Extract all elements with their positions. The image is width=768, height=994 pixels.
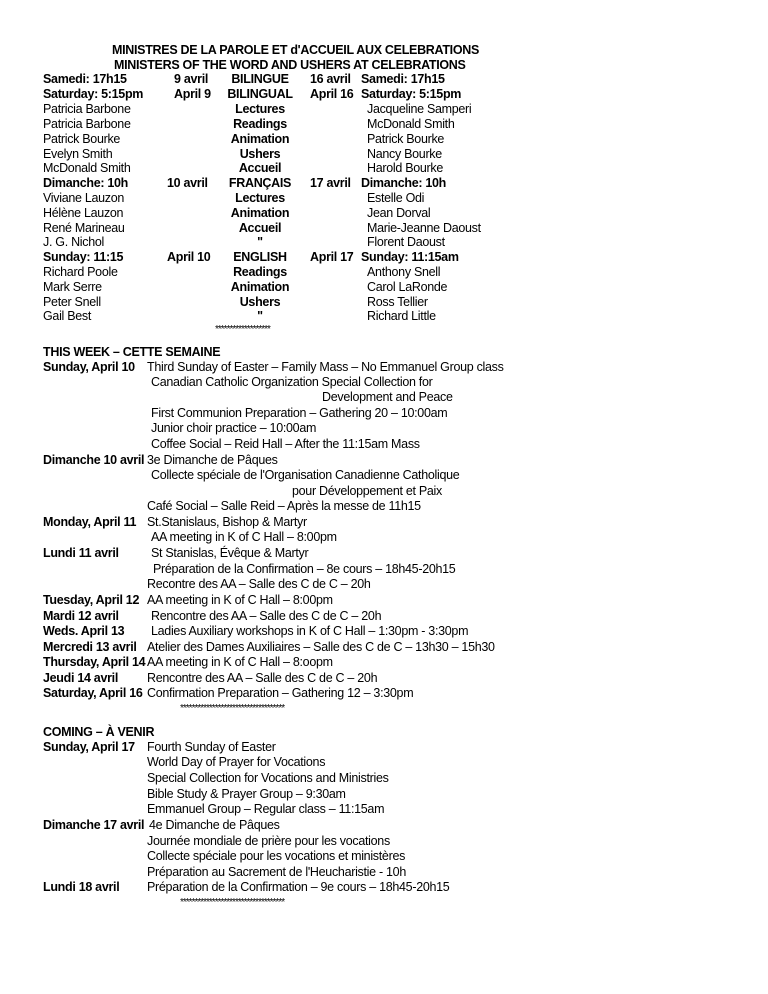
role: Ushers: [239, 295, 281, 309]
left-date: April 10: [167, 250, 211, 264]
left-name: Sunday: 11:15: [43, 250, 124, 264]
left-name: Peter Snell: [43, 295, 101, 309]
right-name: Samedi: 17h15: [361, 72, 445, 86]
left-name: McDonald Smith: [43, 161, 131, 175]
left-name: Samedi: 17h15: [43, 72, 127, 86]
schedule-separator: *******************: [215, 324, 270, 335]
event-line: Ladies Auxiliary workshops in K of C Hall – 1:30pm - 3:30pm: [151, 624, 469, 638]
day-label: Monday, April 11: [43, 515, 137, 529]
role: ENGLISH: [233, 250, 287, 264]
role: Ushers: [239, 147, 281, 161]
event-line: 4e Dimanche de Pâques: [149, 818, 280, 832]
event-line: Special Collection for Vocations and Ministries: [147, 771, 389, 785]
event-line: Journée mondiale de prière pour les vocations: [147, 834, 390, 848]
day-label: Jeudi 14 avril: [43, 671, 119, 685]
event-line: Rencontre des AA – Salle des C de C – 20h: [147, 671, 378, 685]
coming-separator: ************************************: [180, 897, 285, 908]
left-name: Patricia Barbone: [43, 102, 131, 116]
event-line: Third Sunday of Easter – Family Mass – No Emmanuel Group class: [147, 360, 504, 374]
day-label: Mercredi 13 avril: [43, 640, 137, 654]
day-label: Weds. April 13: [43, 624, 125, 638]
role: Animation: [230, 132, 290, 146]
event-line: Préparation de la Confirmation – 9e cours – 18h45-20h15: [147, 880, 450, 894]
left-name: Hélène Lauzon: [43, 206, 124, 220]
left-name: Mark Serre: [43, 280, 102, 294]
right-name: Ross Tellier: [367, 295, 428, 309]
coming-heading: COMING – À VENIR: [43, 725, 155, 739]
event-line: Fourth Sunday of Easter: [147, 740, 276, 754]
event-line: St Stanislas, Évêque & Martyr: [151, 546, 309, 560]
left-name: Viviane Lauzon: [43, 191, 125, 205]
right-name: Patrick Bourke: [367, 132, 445, 146]
right-name: McDonald Smith: [367, 117, 455, 131]
role: BILINGUAL: [227, 87, 293, 101]
right-name: Florent Daoust: [367, 235, 445, 249]
event-line: St.Stanislaus, Bishop & Martyr: [147, 515, 307, 529]
right-name: Estelle Odi: [367, 191, 425, 205]
left-date: April 9: [174, 87, 211, 101]
role: ": [257, 235, 263, 249]
right-name: Jacqueline Samperi: [367, 102, 472, 116]
day-label: Saturday, April 16: [43, 686, 143, 700]
this-week-heading: THIS WEEK – CETTE SEMAINE: [43, 345, 221, 359]
event-line: Café Social – Salle Reid – Après la messe de 11h15: [147, 499, 421, 513]
event-line: Confirmation Preparation – Gathering 12 – 3:30pm: [147, 686, 414, 700]
role: Animation: [230, 280, 290, 294]
right-name: Jean Dorval: [367, 206, 431, 220]
event-line: Collecte spéciale de l'Organisation Canadienne Catholique: [151, 468, 460, 482]
event-line: World Day of Prayer for Vocations: [147, 755, 326, 769]
role: Animation: [230, 206, 290, 220]
event-line: Coffee Social – Reid Hall – After the 11:15am Mass: [151, 437, 420, 451]
event-line: Development and Peace: [322, 390, 453, 404]
left-name: Patrick Bourke: [43, 132, 121, 146]
left-name: Evelyn Smith: [43, 147, 113, 161]
right-name: Carol LaRonde: [367, 280, 448, 294]
right-date: 16 avril: [310, 72, 351, 86]
right-name: Richard Little: [367, 309, 436, 323]
role: Accueil: [238, 221, 282, 235]
left-name: Gail Best: [43, 309, 92, 323]
day-label: Sunday, April 17: [43, 740, 135, 754]
event-line: Bible Study & Prayer Group – 9:30am: [147, 787, 346, 801]
event-line: First Communion Preparation – Gathering 20 – 10:00am: [151, 406, 448, 420]
role: FRANÇAIS: [228, 176, 292, 190]
day-label: Lundi 11 avril: [43, 546, 119, 560]
right-name: Dimanche: 10h: [361, 176, 447, 190]
right-name: Anthony Snell: [367, 265, 441, 279]
event-line: Junior choir practice – 10:00am: [151, 421, 317, 435]
event-line: Emmanuel Group – Regular class – 11:15am: [147, 802, 385, 816]
left-name: J. G. Nichol: [43, 235, 104, 249]
title-fr: MINISTRES DE LA PAROLE ET d'ACCUEIL AUX CELEBRATIONS: [112, 43, 480, 57]
day-label: Lundi 18 avril: [43, 880, 120, 894]
right-name: Saturday: 5:15pm: [361, 87, 462, 101]
title-en: MINISTERS OF THE WORD AND USHERS AT CELEBRATIONS: [114, 58, 466, 72]
role: BILINGUE: [231, 72, 289, 86]
right-name: Sunday: 11:15am: [361, 250, 459, 264]
event-line: AA meeting in K of C Hall – 8:00pm: [147, 593, 333, 607]
this-week-separator: ************************************: [180, 703, 285, 714]
role: Lectures: [235, 191, 285, 205]
day-label: Dimanche 17 avril: [43, 818, 145, 832]
role: ": [257, 309, 263, 323]
event-line: AA meeting in K of C Hall – 8:oopm: [147, 655, 333, 669]
right-name: Marie-Jeanne Daoust: [367, 221, 481, 235]
left-name: Dimanche: 10h: [43, 176, 129, 190]
left-name: René Marineau: [43, 221, 125, 235]
event-line: AA meeting in K of C Hall – 8:00pm: [151, 530, 337, 544]
role: Lectures: [235, 102, 285, 116]
role: Readings: [233, 117, 287, 131]
left-date: 9 avril: [174, 72, 209, 86]
event-line: Atelier des Dames Auxiliaires – Salle des C de C – 13h30 – 15h30: [147, 640, 495, 654]
role: Accueil: [238, 161, 282, 175]
left-name: Patricia Barbone: [43, 117, 131, 131]
event-line: Collecte spéciale pour les vocations et ministères: [147, 849, 406, 863]
left-date: 10 avril: [167, 176, 208, 190]
day-label: Sunday, April 10: [43, 360, 135, 374]
event-line: 3e Dimanche de Pâques: [147, 453, 278, 467]
event-line: Recontre des AA – Salle des C de C – 20h: [147, 577, 371, 591]
day-label: Thursday, April 14: [43, 655, 146, 669]
day-label: Dimanche 10 avril: [43, 453, 145, 467]
right-date: April 17: [310, 250, 354, 264]
right-date: 17 avril: [310, 176, 351, 190]
left-name: Saturday: 5:15pm: [43, 87, 144, 101]
role: Readings: [233, 265, 287, 279]
right-name: Harold Bourke: [367, 161, 444, 175]
right-name: Nancy Bourke: [367, 147, 442, 161]
event-line: Rencontre des AA – Salle des C de C – 20h: [151, 609, 382, 623]
event-line: Préparation de la Confirmation – 8e cours – 18h45-20h15: [153, 562, 456, 576]
day-label: Mardi 12 avril: [43, 609, 119, 623]
day-label: Tuesday, April 12: [43, 593, 140, 607]
event-line: pour Développement et Paix: [292, 484, 442, 498]
left-name: Richard Poole: [43, 265, 118, 279]
event-line: Canadian Catholic Organization Special Collection for: [151, 375, 433, 389]
event-line: Préparation au Sacrement de l'Heucharistie - 10h: [147, 865, 406, 879]
right-date: April 16: [310, 87, 354, 101]
